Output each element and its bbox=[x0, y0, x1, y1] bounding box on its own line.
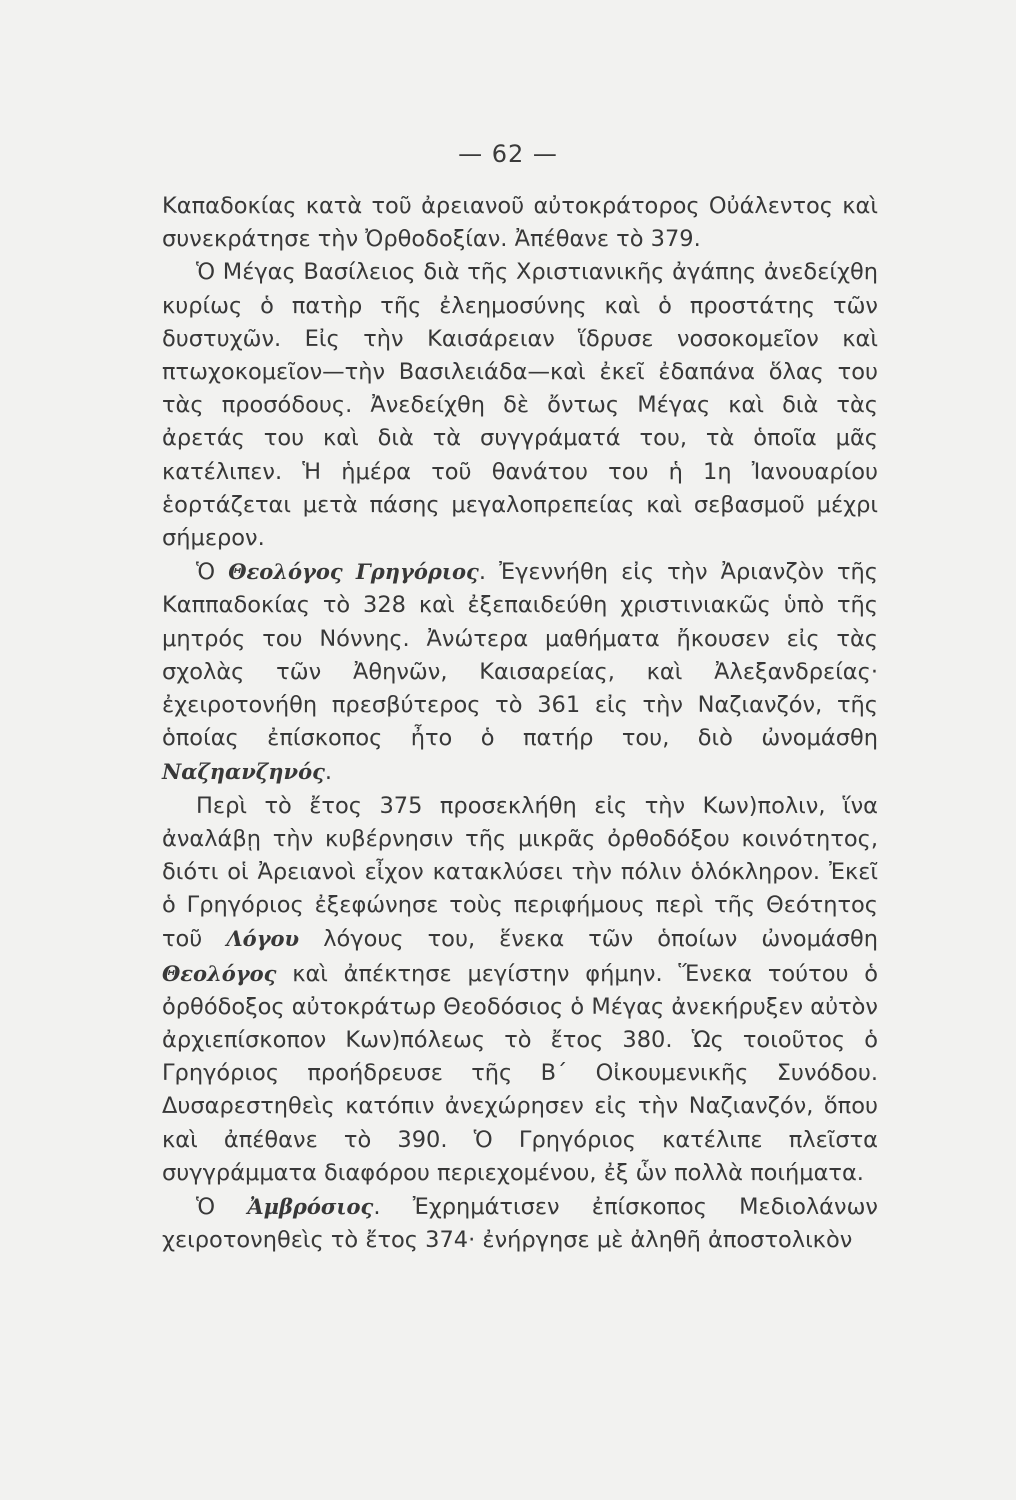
paragraph bbox=[162, 790, 878, 1190]
text-segment: Καπαδοκίας κατὰ τοῦ ἀρειανοῦ αὐτοκράτορος Οὐάλεντος καὶ συνεκράτησε τὴν Ὀρθοδοξίαν. Ἀπέθανε τὸ 379. bbox=[162, 193, 878, 253]
emphasized-name: Ναζηανζηνός bbox=[162, 759, 325, 785]
text-segment: Περὶ τὸ ἔτος 375 προσεκλήθη εἰς τὴν Κων)πολιν, ἵνα ἀναλάβῃ τὴν κυβέρνησιν τῆς μικρᾶς ὀρθοδόξου κοινότητος, διότι οἱ Ἀρειανοὶ εἶχον κατακλύσει τὴν πόλιν ὁλόκληρον. Ἐκεῖ ὁ Γρηγόριος ἐξεφώνησε τοὺς περιφήμους περὶ τῆς Θεότητος τοῦ bbox=[162, 792, 878, 953]
paragraph bbox=[162, 1190, 878, 1257]
body-text bbox=[162, 190, 878, 1258]
text-segment: . Ἐγεννήθη εἰς τὴν Ἀριανζὸν τῆς Καππαδοκίας τὸ 328 καὶ ἐξεπαιδεύθη χριστινιακῶς ὑπὸ τῆς μητρός του Νόννης. Ἀνώτερα μαθήματα ἤκουσεν εἰς τὰς σχολὰς τῶν Ἀθηνῶν, Καισαρείας, καὶ Ἀλεξανδρείας· ἐχειροτονήθη πρεσβύτερος τὸ 361 εἰς τὴν Ναζιανζόν, τῆς ὁποίας ἐπίσκοπος ἦτο ὁ πατήρ του, διὸ ὠνομάσθη bbox=[162, 559, 879, 752]
text-segment: . bbox=[324, 759, 333, 786]
text-segment: Ὁ bbox=[196, 559, 229, 586]
text-segment: Ὁ bbox=[196, 1194, 248, 1221]
paragraph bbox=[162, 555, 878, 789]
emphasized-name: Θεολόγος Γρηγόριος bbox=[228, 559, 479, 585]
paragraph bbox=[162, 190, 878, 256]
text-segment: . Ἐχρημάτισεν ἐπίσκοπος Μεδιολάνων χειροτονηθεὶς τὸ ἔτος 374· ἐνήργησε μὲ ἀληθῆ ἀποστολικὸν bbox=[162, 1194, 878, 1254]
paragraph bbox=[162, 256, 878, 555]
text-segment: Ὁ Μέγας Βασίλειος διὰ τῆς Χριστιανικῆς ἀγάπης ἀνεδείχθη κυρίως ὁ πατὴρ τῆς ἐλεημοσύνης καὶ ὁ προστάτης τῶν δυστυχῶν. Εἰς τὴν Καισάρειαν ἵδρυσε νοσοκομεῖον καὶ πτωχοκομεῖον—τὴν Βασιλειάδα—καὶ ἐκεῖ ἐδαπάνα ὅλας του τὰς προσόδους. Ἀνεδείχθη δὲ ὄντως Μέγας καὶ διὰ τὰς ἀρετάς του καὶ διὰ τὰ συγγράματά του, τὰ ὁποῖα μᾶς κατέλιπεν. Ἡ ἡμέρα τοῦ θανάτου του ἡ 1η Ἰανουαρίου ἑορτάζεται μετὰ πάσης μεγαλοπρεπείας καὶ σεβασμοῦ μέχρι σήμερον. bbox=[162, 259, 878, 552]
emphasized-name: Ἀμβρόσιος bbox=[247, 1194, 374, 1220]
text-segment: λόγους του, ἕνεκα τῶν ὁποίων ὠνομάσθη bbox=[299, 926, 878, 953]
emphasized-name: Θεολόγος bbox=[162, 960, 277, 986]
text-segment: καὶ ἀπέκτησε μεγίστην φήμην. Ἕνεκα τούτου ὁ ὀρθόδοξος αὐτοκράτωρ Θεοδόσιος ὁ Μέγας ἀνεκήρυξεν αὐτὸν ἀρχιεπίσκοπον Κων)πόλεως τὸ ἔτος 380. Ὡς τοιοῦτος ὁ Γρηγόριος προήδρευσε τῆς Β΄ Οἰκουμενικῆς Συνόδου. Δυσαρεστηθεὶς κατόπιν ἀνεχώρησεν εἰς τὴν Ναζιανζόν, ὅπου καὶ ἀπέθανε τὸ 390. Ὁ Γρηγόριος κατέλιπε πλεῖστα συγγράμματα διαφόρου περιεχομένου, ἐξ ὧν πολλὰ ποιήματα. bbox=[162, 960, 878, 1186]
emphasized-name: Λόγου bbox=[226, 926, 300, 952]
page-number: — 62 — bbox=[458, 140, 558, 168]
